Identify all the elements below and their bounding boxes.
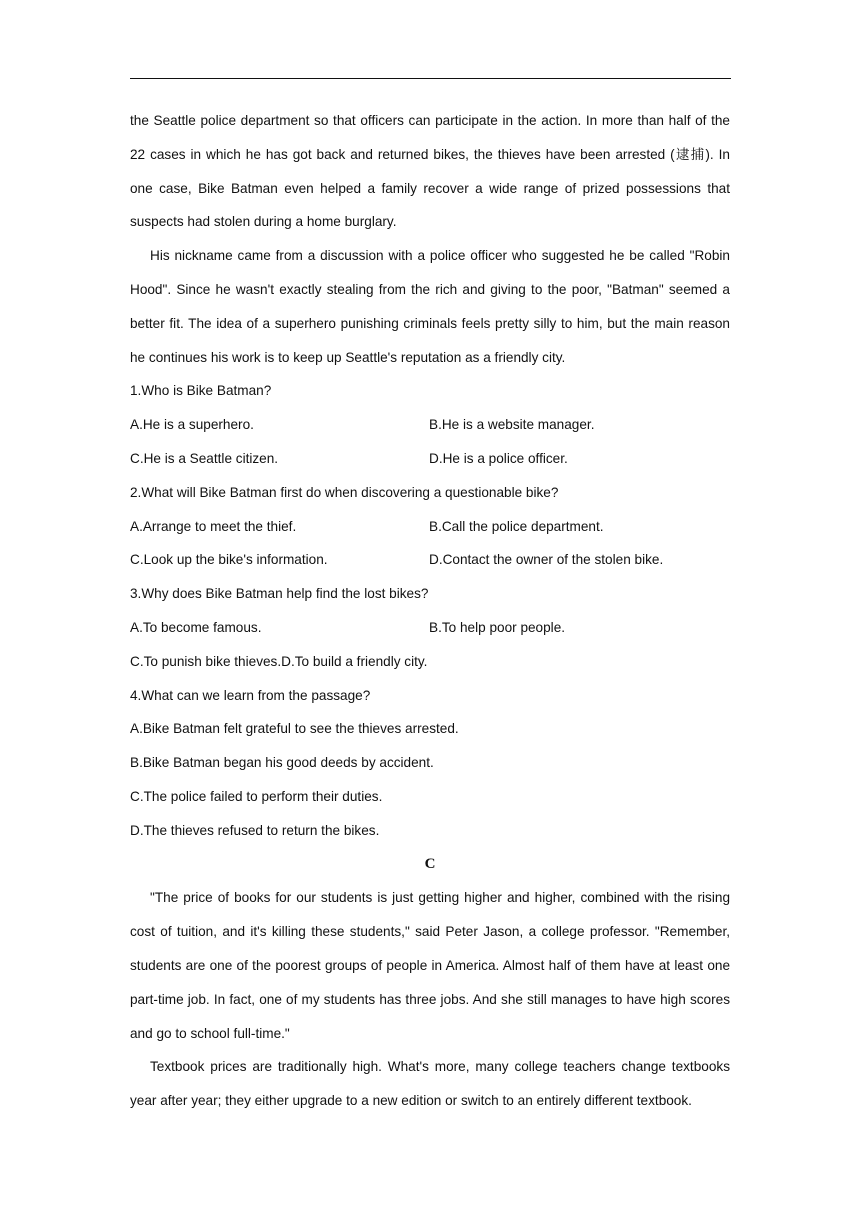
question-1-option-c: C.He is a Seattle citizen. bbox=[130, 450, 279, 466]
question-3-options-row-1 bbox=[130, 611, 730, 645]
question-1-option-a: A.He is a superhero. bbox=[130, 417, 254, 433]
question-2-option-d: D.Contact the owner of the stolen bike. bbox=[429, 552, 664, 568]
question-2-stem: 2.What will Bike Batman first do when discovering a questionable bike? bbox=[130, 484, 559, 500]
passage-b-paragraph-nickname: His nickname came from a discussion with a police officer who suggested he be called "Robin Hood". Since he wasn't exactly stealing from the rich and giving to the poor, "Batman" seemed a better fit. The idea of a superhero punishing criminals feels pretty silly to him, but the main reason he continues his work is to keep up Seattle's reputation as a friendly city. bbox=[130, 248, 730, 365]
header-rule bbox=[130, 78, 731, 79]
document-body bbox=[130, 104, 730, 1118]
question-2-option-b: B.Call the police department. bbox=[429, 518, 604, 534]
question-4-option-a: A.Bike Batman felt grateful to see the thieves arrested. bbox=[130, 721, 459, 737]
passage-b-paragraph-end: the Seattle police department so that officers can participate in the action. In more than half of the 22 cases in which he has got back and returned bikes, the thieves have been arrested (逮捕). In one case, Bike Batman even helped a family recover a wide range of prized possessions that suspects had stolen during a home burglary. bbox=[130, 113, 730, 230]
question-4-stem: 4.What can we learn from the passage? bbox=[130, 687, 371, 703]
question-3-option-b: B.To help poor people. bbox=[429, 619, 566, 635]
question-1-options-row-1 bbox=[130, 408, 730, 442]
question-3-options-c-d: C.To punish bike thieves.D.To build a friendly city. bbox=[130, 653, 428, 669]
question-2-options-row-1 bbox=[130, 510, 730, 544]
question-1-options-row-2 bbox=[130, 442, 730, 476]
question-1-stem: 1.Who is Bike Batman? bbox=[130, 383, 272, 399]
question-1-option-d: D.He is a police officer. bbox=[429, 450, 568, 466]
passage-c-paragraph-2: Textbook prices are traditionally high. What's more, many college teachers change textbooks year after year; they either upgrade to a new edition or switch to an entirely different textbook. bbox=[130, 1059, 730, 1109]
question-2-option-c: C.Look up the bike's information. bbox=[130, 552, 328, 568]
question-1-option-b: B.He is a website manager. bbox=[429, 417, 595, 433]
passage-c-paragraph-1: "The price of books for our students is just getting higher and higher, combined with the rising cost of tuition, and it's killing these students," said Peter Jason, a college professor. "Remember, students are one of the poorest groups of people in America. Almost half of them have at least one part-time job. In fact, one of my students has three jobs. And she still manages to have high scores and go to school full-time." bbox=[130, 890, 730, 1041]
question-4-option-c: C.The police failed to perform their duties. bbox=[130, 788, 383, 804]
question-3-stem: 3.Why does Bike Batman help find the lost bikes? bbox=[130, 586, 429, 602]
question-4-option-b: B.Bike Batman began his good deeds by accident. bbox=[130, 755, 434, 771]
question-2-option-a: A.Arrange to meet the thief. bbox=[130, 518, 297, 534]
section-c-title: C bbox=[424, 855, 436, 872]
question-3-option-a: A.To become famous. bbox=[130, 619, 262, 635]
question-4-option-d: D.The thieves refused to return the bikes. bbox=[130, 822, 380, 838]
question-2-options-row-2 bbox=[130, 543, 730, 577]
